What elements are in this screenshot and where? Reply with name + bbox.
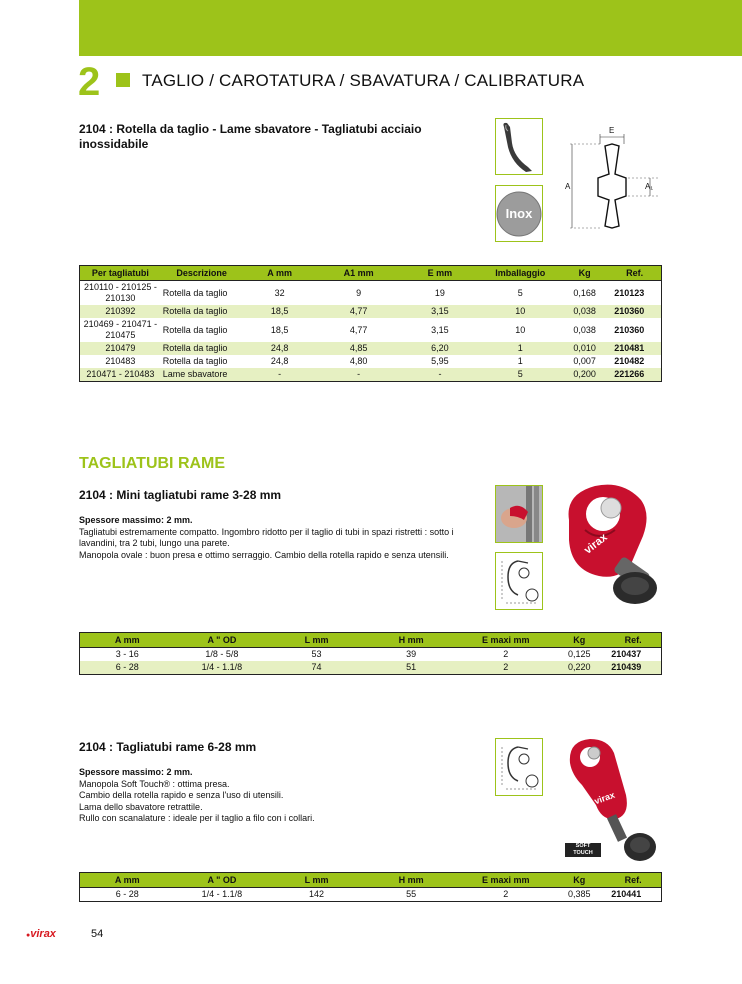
col-header: A1 mm (317, 266, 401, 281)
cell-ref: 210439 (605, 661, 661, 675)
col-header: H mm (364, 873, 459, 888)
col-header: A mm (80, 633, 175, 648)
cell-ref: 221266 (608, 368, 661, 382)
cell-tube-a: 210469 - 210471 - (83, 319, 158, 329)
cell: 6,20 (400, 342, 479, 355)
blade-image (495, 118, 543, 175)
cell: 142 (309, 889, 325, 899)
soft-touch-badge (565, 843, 601, 857)
chapter-square-icon (116, 73, 130, 87)
col-header: A " OD (175, 873, 270, 888)
tool-brand-logo: virax (592, 789, 617, 807)
brand-dot-icon: ● (26, 932, 31, 939)
usage-photo-icon (496, 486, 542, 542)
cell: 6 - 28 (115, 889, 139, 899)
table-row (80, 342, 662, 355)
cell-tube-a: 210483 (105, 356, 136, 366)
cell: 2 (503, 649, 509, 659)
cell: 5,95 (431, 356, 449, 366)
product2-desc-line: lavandini, tra 2 tubi, lungo una parete. (79, 538, 230, 548)
table-row (80, 281, 662, 306)
product2-spec-line: Spessore massimo: 2 mm. (79, 515, 193, 525)
cell-desc: Rotella da taglio (161, 305, 243, 318)
col-header: A " OD (175, 633, 270, 648)
cell: 1/4 - 1.1/8 (201, 889, 243, 899)
product2-description (79, 515, 479, 561)
cell-tube-a: 210479 (80, 342, 161, 355)
col-header: Ref. (608, 266, 661, 281)
product2-desc-line: Manopola ovale : buon presa e ottimo serraggio. Cambio della rotella rapido e senza utensili. (79, 549, 449, 560)
cell-ref: 210482 (614, 356, 645, 366)
cell: 1 (517, 356, 523, 366)
col-header: Ref. (605, 873, 661, 888)
table-header-row (80, 266, 662, 281)
cell: 18,5 (270, 324, 289, 335)
cell-tube-a: 210471 - 210483 (80, 368, 161, 382)
col-header: Per tagliatubi (80, 266, 161, 281)
cell: 39 (406, 649, 417, 659)
footer-brand-text: virax (30, 928, 56, 940)
cell: - (400, 368, 479, 382)
col-header: E mm (400, 266, 479, 281)
cell: 1/4 - 1.1/8 (175, 661, 270, 675)
cell: 4,77 (317, 305, 401, 318)
cell: 5 (479, 368, 561, 382)
product3-title: 2104 : Tagliatubi rame 6-28 mm (79, 740, 257, 754)
cell: 6 - 28 (80, 661, 175, 675)
table-row (80, 661, 662, 675)
chapter-number: 2 (78, 60, 101, 104)
cell-desc: Lame sbavatore (161, 368, 243, 382)
col-header: Descrizione (161, 266, 243, 281)
product2-table (79, 632, 662, 675)
col-header: Ref. (605, 633, 661, 648)
table-row (80, 305, 662, 318)
cell: 10 (479, 305, 561, 318)
col-header: E maxi mm (458, 873, 553, 888)
tool-outline-icon (496, 553, 542, 609)
cell-ref: 210441 (611, 889, 642, 899)
table-row (80, 355, 662, 368)
tool-outline-icon (496, 739, 542, 795)
cell-desc: Rotella da taglio (161, 342, 243, 355)
cell: 2 (503, 889, 509, 899)
cell: 0,220 (553, 661, 605, 675)
footer-brand-logo (26, 928, 56, 940)
cell: 32 (274, 287, 285, 298)
cell: 0,168 (573, 287, 596, 298)
inox-label: Inox (505, 206, 533, 221)
product1-table (79, 265, 662, 382)
soft-touch-line1: SOFT (575, 843, 591, 849)
cell: 5 (517, 287, 523, 298)
cell: 0,010 (561, 342, 608, 355)
mini-tube-cutter-icon (555, 480, 665, 610)
cell: - (242, 368, 316, 382)
col-header: Imballaggio (479, 266, 561, 281)
soft-touch-line2: TOUCH (573, 850, 593, 856)
cell: 74 (269, 661, 364, 675)
cell: 10 (515, 324, 526, 335)
cell-ref: 210481 (608, 342, 661, 355)
product3-description (79, 767, 479, 825)
cell: 51 (364, 661, 459, 675)
cell: 3,15 (400, 305, 479, 318)
cell: 19 (434, 287, 445, 298)
table-header-row (80, 633, 662, 648)
col-header: Kg (553, 633, 605, 648)
col-header: H mm (364, 633, 459, 648)
col-header: E maxi mm (458, 633, 553, 648)
header-banner (79, 0, 742, 56)
cell: 0,125 (567, 649, 591, 659)
chapter-title: TAGLIO / CAROTATURA / SBAVATURA / CALIBRATURA (142, 71, 585, 90)
cell: 1 (479, 342, 561, 355)
cell: 4,85 (317, 342, 401, 355)
cell: 24,8 (270, 356, 289, 366)
cutting-wheel-diagram (560, 122, 670, 232)
cutting-wheel-profile-icon (560, 122, 670, 232)
dim-label-a1: A₁ (645, 182, 654, 191)
cell-desc: Rotella da taglio (162, 356, 228, 366)
product3-table (79, 872, 662, 902)
cell: 24,8 (242, 342, 316, 355)
table-row (80, 368, 662, 382)
col-header: Kg (561, 266, 608, 281)
cell: 4,77 (349, 324, 368, 335)
tool-brand-logo: virax (582, 531, 610, 557)
product3-desc-line: Lama dello sbavatore retrattile. (79, 801, 203, 812)
cell: 2 (458, 661, 553, 675)
table-row (80, 888, 662, 902)
product1-title (79, 122, 422, 152)
deburring-blade-icon (496, 119, 542, 174)
usage-photo (495, 485, 543, 543)
cell-tube-a: 210110 - 210125 - (83, 282, 157, 292)
cell-desc: Rotella da taglio (162, 324, 228, 335)
product2-desc-line: Tagliatubi estremamente compatto. Ingombro ridotto per il taglio di tubi in spazi ristretti : sotto i (79, 526, 454, 537)
cell-tube-b: 210130 (105, 293, 136, 303)
cell: 9 (356, 287, 362, 298)
page-number: 54 (91, 928, 104, 940)
product2-title: 2104 : Mini tagliatubi rame 3-28 mm (79, 488, 282, 502)
product3-desc-line: Rullo con scanalature : ideale per il taglio a filo con i collari. (79, 813, 315, 823)
table-row (80, 318, 662, 342)
cell-tube-b: 210475 (105, 330, 136, 340)
tool-diagram (495, 552, 543, 610)
cell: 0,200 (561, 368, 608, 382)
product3-desc-line: Cambio della rotella rapido e senza l'uso di utensili. (79, 790, 284, 800)
tool-diagram (495, 738, 543, 796)
cell: 4,80 (349, 356, 368, 366)
cell: 18,5 (242, 305, 316, 318)
cell-desc: Rotella da taglio (162, 287, 228, 298)
product1-title-line2: inossidabile (79, 137, 149, 151)
cell: 3,15 (431, 324, 449, 335)
cell-ref: 210123 (614, 287, 645, 298)
cell: 1/8 - 5/8 (205, 649, 239, 659)
col-header: Kg (553, 873, 605, 888)
cell-ref: 210437 (611, 649, 642, 659)
product3-desc-line: Manopola Soft Touch® : ottima presa. (79, 778, 230, 789)
product1-title-line1: 2104 : Rotella da taglio - Lame sbavatore - Tagliatubi acciaio (79, 122, 422, 136)
cell-ref: 210360 (614, 324, 645, 335)
col-header: A mm (80, 873, 175, 888)
table-header-row (80, 873, 662, 888)
col-header: L mm (269, 873, 364, 888)
cell: 0,038 (573, 324, 596, 335)
col-header: A mm (242, 266, 316, 281)
inox-image (495, 185, 543, 242)
cell: - (317, 368, 401, 382)
dim-label-a: A (565, 182, 571, 191)
dim-label-e: E (609, 126, 615, 135)
mini-tube-cutter-image (555, 480, 665, 610)
col-header: L mm (269, 633, 364, 648)
cell: 55 (406, 889, 417, 899)
cell: 0,385 (567, 889, 591, 899)
cell: 0,007 (573, 356, 596, 366)
cell-ref: 210360 (608, 305, 661, 318)
cell-tube-a: 210392 (80, 305, 161, 318)
product3-spec-line: Spessore massimo: 2 mm. (79, 767, 193, 777)
section-heading: TAGLIATUBI RAME (79, 455, 226, 472)
cell: 53 (311, 649, 322, 659)
cell: 0,038 (561, 305, 608, 318)
cell: 3 - 16 (115, 649, 139, 659)
table-row (80, 648, 662, 662)
